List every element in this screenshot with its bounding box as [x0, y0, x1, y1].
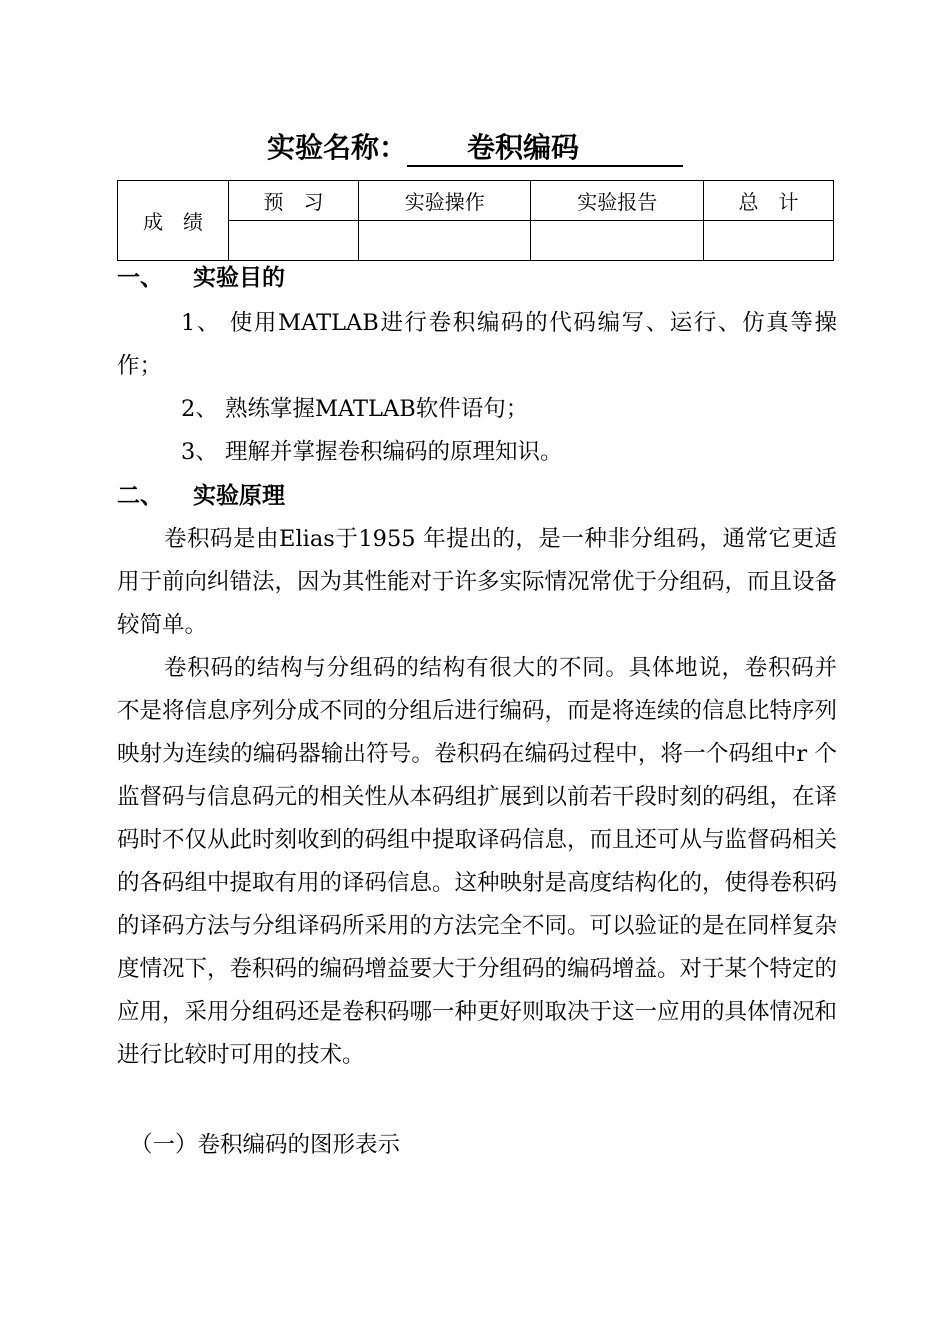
grade-table-header-row: [118, 181, 834, 221]
purpose-item-2: 2、 熟练掌握MATLAB软件语句；: [181, 396, 529, 422]
experiment-title: [0, 128, 950, 168]
grade-value-total: [704, 221, 834, 261]
principle-paragraph-1: 卷积码是由Elias于1955 年提出的，是一种非分组码，通常它更适用于前向纠错法，因为其性能对于许多实际情况常优于分组码，而且设备较简单。: [117, 526, 838, 638]
grade-header-operation: 实验操作: [358, 181, 531, 221]
grade-header-total: 总 计: [704, 181, 834, 221]
principle-paragraph-2: 卷积码的结构与分组码的结构有很大的不同。具体地说，卷积码并不是将信息序列分成不同的分组后进行编码，而是将连续的信息比特序列映射为连续的编码器输出符号。卷积码在编码过程中，将一个码组中r 个监督码与信息码元的相关性从本码组扩展到以前若干段时刻的码组，在译码时不仅从此时刻收到的码组中提取译码信息，而且还可从与监督码相关的各码组中提取有用的译码信息。这种映射是高度结构化的，使得卷积码的译码方法与分组译码所采用的方法完全不同。可以验证的是在同样复杂度情况下，卷积码的编码增益要大于分组码的编码增益。对于某个特定的应用，采用分组码还是卷积码哪一种更好则取决于这一应用的具体情况和进行比较时可用的技术。: [117, 655, 838, 1068]
title-experiment-name: 卷积编码: [467, 131, 580, 164]
section-title: 实验目的: [193, 265, 285, 291]
grade-value-preview: [229, 221, 359, 261]
title-blank-line: [407, 131, 683, 167]
section-number: 二、: [117, 483, 163, 509]
title-prefix: 实验名称：: [266, 131, 407, 164]
purpose-item-3: 3、 理解并掌握卷积编码的原理知识。: [181, 439, 563, 465]
grade-row-label: 成 绩: [118, 181, 229, 261]
section-number: 一、: [117, 265, 163, 291]
grade-value-report: [531, 221, 704, 261]
grade-header-preview: 预 习: [229, 181, 359, 221]
section-title: 实验原理: [193, 483, 285, 509]
section-heading-principle: [117, 480, 285, 512]
section-heading-purpose: [117, 262, 285, 294]
grade-value-operation: [358, 221, 531, 261]
grade-header-report: 实验报告: [531, 181, 704, 221]
grade-table: [117, 180, 834, 261]
purpose-item-1: 1、 使用MATLAB进行卷积编码的代码编写、运行、仿真等操作；: [117, 310, 837, 379]
subsection-heading: （一）卷积编码的图形表示: [130, 1132, 401, 1158]
